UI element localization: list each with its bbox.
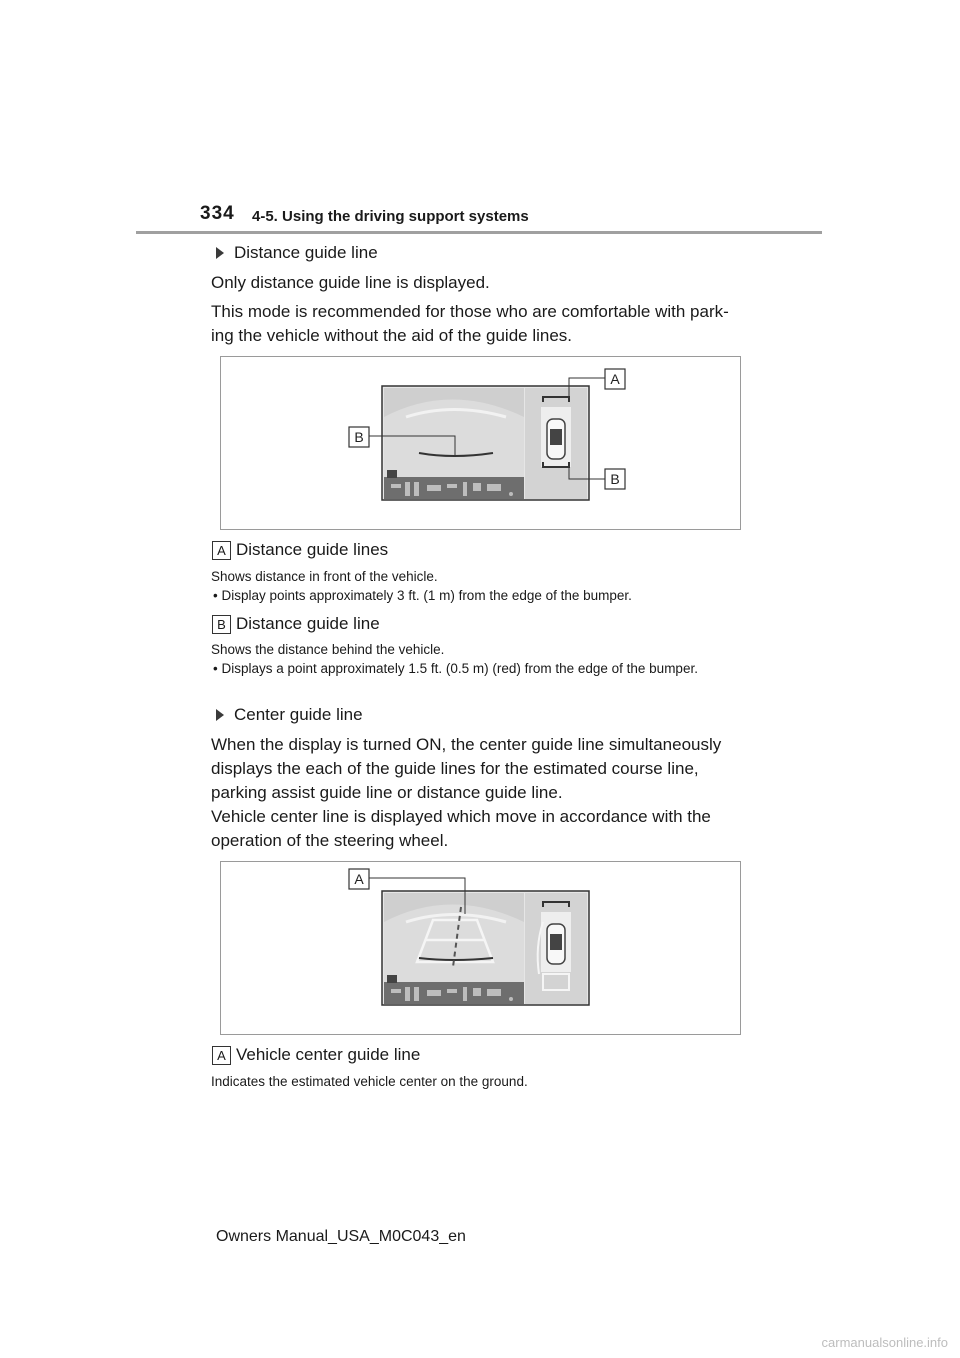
bullet-heading-text: Center guide line [234, 705, 363, 724]
paragraph: When the display is turned ON, the center guide line simultaneously displays the each of the guide lines for the estimated course line, parking assist guide line or distance guide line. [211, 735, 722, 802]
caption-note: • Display points approximately 3 ft. (1 m) from the edge of the bumper. [213, 588, 632, 603]
label-badge: B [212, 615, 231, 634]
caption-title: Distance guide line [236, 614, 380, 633]
caption-description: Indicates the estimated vehicle center on the ground. [211, 1074, 528, 1089]
triangle-bullet-icon [216, 709, 224, 721]
callout-label-a: A [354, 871, 364, 887]
watermark-text: carmanualsonline.info [821, 1335, 948, 1350]
caption-item-a [212, 540, 388, 560]
paragraph: This mode is recommended for those who are comfortable with park-ing the vehicle without the aid of the guide lines. [211, 302, 729, 345]
label-badge: A [212, 541, 231, 560]
caption-item-a [212, 1045, 420, 1065]
camera-display-illustration [221, 357, 740, 529]
caption-item-b [212, 614, 380, 634]
bullet-heading-text: Distance guide line [234, 243, 378, 262]
caption-title: Vehicle center guide line [236, 1045, 421, 1064]
figure-distance-guide-line [220, 356, 741, 530]
caption-title: Distance guide lines [236, 540, 389, 559]
paragraph: Vehicle center line is displayed which move in accordance with the operation of the steering wheel. [211, 807, 711, 850]
bullet-heading-distance-guide-line [216, 243, 378, 263]
figure-center-guide-line [220, 861, 741, 1035]
callout-label-b-left: B [354, 429, 364, 445]
page-number: 334 [200, 203, 235, 224]
camera-display-illustration [221, 862, 740, 1034]
section-title: 4-5. Using the driving support systems [252, 208, 529, 225]
paragraph: Only distance guide line is displayed. [211, 273, 490, 292]
caption-description: Shows the distance behind the vehicle. [211, 642, 445, 657]
label-badge: A [212, 1046, 231, 1065]
caption-note: • Displays a point approximately 1.5 ft. (0.5 m) (red) from the edge of the bumper. [213, 661, 698, 676]
caption-description: Shows distance in front of the vehicle. [211, 569, 438, 584]
bullet-heading-center-guide-line [216, 705, 363, 725]
callout-label-a: A [610, 371, 620, 387]
header-divider [136, 231, 822, 234]
callout-label-b-right: B [610, 471, 620, 487]
footer-text: Owners Manual_USA_M0C043_en [216, 1228, 466, 1245]
triangle-bullet-icon [216, 247, 224, 259]
